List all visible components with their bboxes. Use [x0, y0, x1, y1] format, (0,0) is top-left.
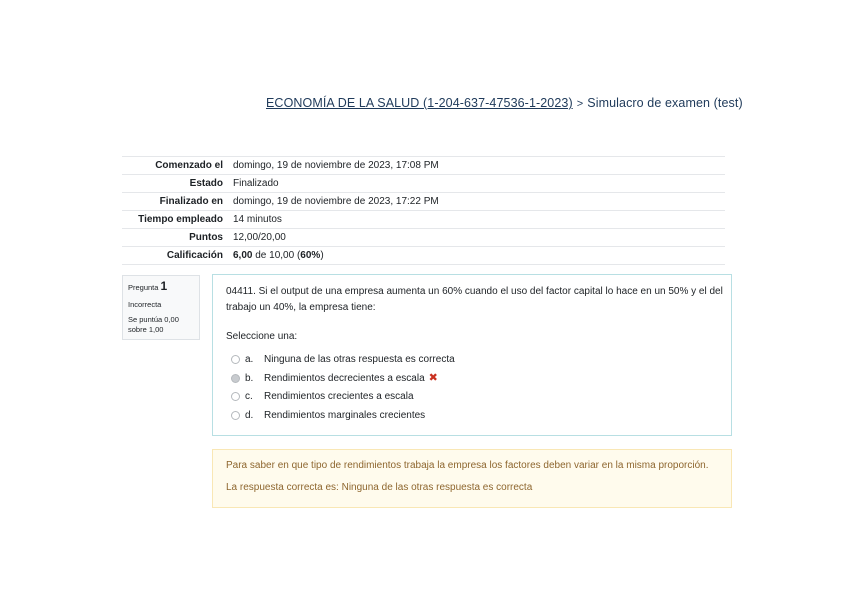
answer-option-a[interactable] [226, 351, 725, 370]
summary-label: Puntos [189, 232, 223, 243]
breadcrumb [266, 96, 743, 110]
general-feedback: Para saber en que tipo de rendimientos trabaja la empresa los factores deben variar en la misma proporción. [226, 460, 709, 471]
breadcrumb-current: Simulacro de examen (test) [587, 96, 743, 110]
question-info [122, 275, 200, 340]
grade-middle: de 10,00 ( [252, 250, 301, 261]
answer-option-b[interactable] [226, 369, 725, 388]
summary-label: Estado [189, 178, 223, 189]
summary-value: domingo, 19 de noviembre de 2023, 17:08 PM [233, 160, 439, 171]
radio-button[interactable] [231, 355, 240, 364]
answer-option-c[interactable] [226, 388, 725, 407]
grade-score: 6,00 [233, 250, 253, 261]
question-text: 04411. Si el output de una empresa aumenta un 60% cuando el uso del factor capital lo hace en un 50% y el del trabajo un 40%, la empresa tiene: [226, 286, 723, 313]
answer-letter: c. [245, 391, 253, 402]
summary-row-time-taken [122, 211, 725, 229]
question-number: 1 [160, 279, 168, 293]
summary-value: domingo, 19 de noviembre de 2023, 17:22 PM [233, 196, 439, 207]
summary-label: Comenzado el [155, 160, 223, 171]
question-feedback [212, 449, 732, 508]
incorrect-x-icon: ✖ [428, 371, 438, 384]
attempt-summary-table [122, 156, 725, 265]
breadcrumb-separator: > [576, 98, 584, 110]
grade-end: ) [320, 250, 324, 261]
answer-text: Rendimientos marginales crecientes [264, 409, 426, 421]
radio-button-selected[interactable] [231, 374, 240, 383]
summary-value: 14 minutos [233, 214, 282, 225]
summary-label: Tiempo empleado [138, 214, 223, 225]
answer-text: Ninguna de las otras respuesta es correcta [264, 354, 455, 365]
grade-value [228, 247, 725, 265]
grade-percent-suffix: % [311, 250, 321, 261]
question-grade: Se puntúa 0,00 sobre 1,00 [128, 315, 179, 334]
radio-button[interactable] [231, 392, 240, 401]
answer-text: Rendimientos decrecientes a escala [264, 372, 425, 384]
breadcrumb-course-link[interactable]: ECONOMÍA DE LA SALUD (1-204-637-47536-1-2023) [266, 96, 573, 110]
answer-option-d[interactable] [226, 406, 725, 425]
summary-row-state [122, 175, 725, 193]
summary-value: 12,00/20,00 [233, 232, 286, 243]
answer-letter: b. [245, 372, 254, 384]
summary-label: Finalizado en [159, 196, 223, 207]
radio-button[interactable] [231, 411, 240, 420]
summary-row-finished [122, 193, 725, 211]
question-content [212, 274, 732, 436]
summary-row-started [122, 157, 725, 175]
question-state: Incorrecta [128, 300, 162, 309]
summary-row-grade [122, 247, 725, 265]
question-header [128, 279, 196, 294]
grade-percent-wrap [300, 250, 320, 261]
answer-letter: d. [245, 409, 254, 421]
answer-text: Rendimientos crecientes a escala [264, 391, 414, 402]
summary-label: Calificación [166, 250, 223, 261]
grade-percent: 60 [300, 250, 312, 261]
summary-row-points [122, 229, 725, 247]
right-answer-feedback: La respuesta correcta es: Ninguna de las otras respuesta es correcta [226, 481, 533, 493]
summary-value: Finalizado [233, 178, 279, 189]
question-info-label: Pregunta [128, 283, 159, 292]
question-prompt: Seleccione una: [226, 331, 298, 342]
answer-letter: a. [245, 354, 254, 365]
